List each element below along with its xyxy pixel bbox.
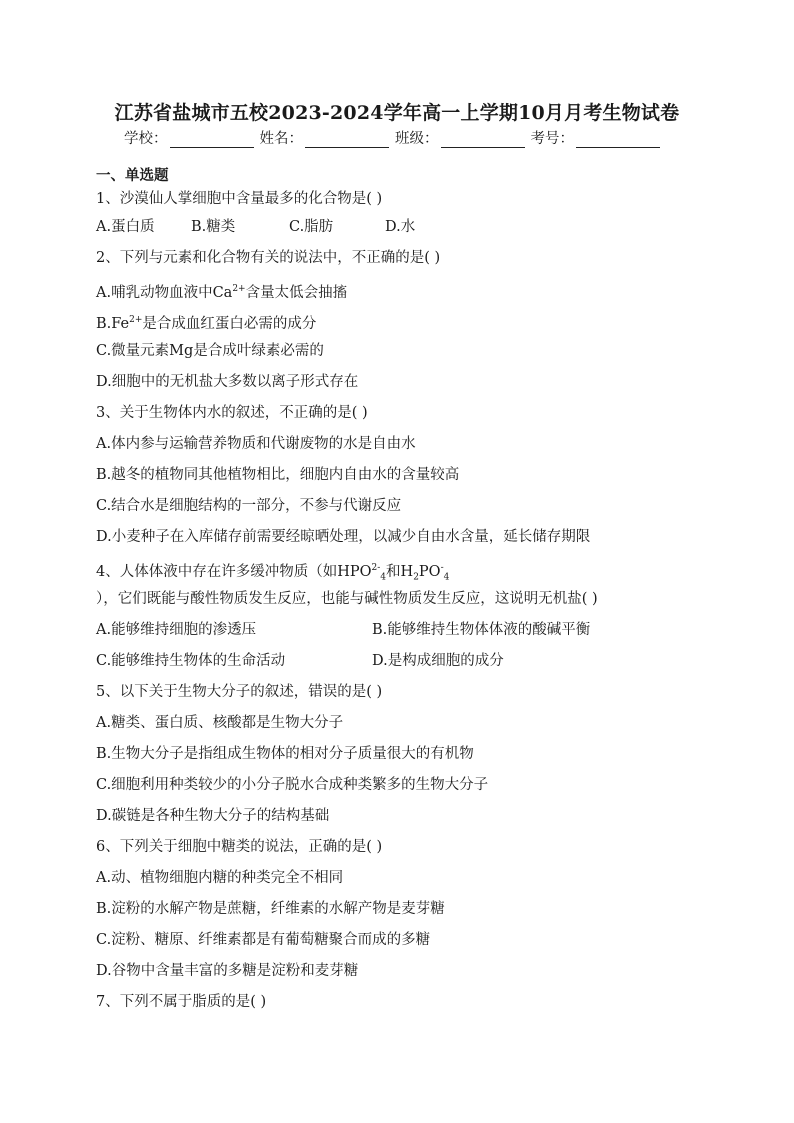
school-blank[interactable] <box>170 131 254 148</box>
subscript: 2 <box>413 572 419 583</box>
option-c: C.脂肪 <box>289 219 334 235</box>
question-5-option-a: A.糖类、蛋白质、核酸都是生物大分子 <box>96 715 344 731</box>
question-2-option-a <box>96 274 716 305</box>
option-text: A.哺乳动物血液中Ca <box>96 284 233 301</box>
question-3-option-d: D.小麦种子在入库储存前需要经晾晒处理，以减少自由水含量，延长储存期限 <box>96 529 591 545</box>
exam-number-label: 考号： <box>530 131 574 147</box>
superscript: 2+ <box>232 284 246 294</box>
page-title: 江苏省盐城市五校2023-2024学年高一上学期10月月考生物试卷 <box>114 102 680 124</box>
option-text: B.Fe <box>96 315 130 332</box>
question-7-stem: 7、下列不属于脂质的是( ) <box>96 994 267 1010</box>
question-5-option-d: D.碳链是各种生物大分子的结构基础 <box>96 808 330 824</box>
name-label: 姓名： <box>259 131 303 147</box>
question-6-option-a: A.动、植物细胞内糖的种类完全不相同 <box>96 870 344 886</box>
option-text: 含量太低会抽搐 <box>245 284 348 301</box>
question-1-options <box>96 212 716 243</box>
school-label: 学校： <box>124 131 168 147</box>
section-heading: 一、单选题 <box>96 167 169 184</box>
question-list <box>96 167 716 1018</box>
name-blank[interactable] <box>305 131 389 148</box>
question-2-option-d: D.细胞中的无机盐大多数以离子形式存在 <box>96 374 359 390</box>
question-1-stem: 1、沙漠仙人掌细胞中含量最多的化合物是( ) <box>96 191 383 207</box>
question-5-option-b: B.生物大分子是指组成生物体的相对分子质量很大的有机物 <box>96 746 474 762</box>
option-d: D.是构成细胞的成分 <box>372 653 504 669</box>
question-3-option-a: A.体内参与运输营养物质和代谢废物的水是自由水 <box>96 436 416 452</box>
stem-text: 和H <box>386 563 414 580</box>
question-5-option-c: C.细胞利用种类较少的小分子脱水合成种类繁多的生物大分子 <box>96 777 489 793</box>
question-3-stem: 3、关于生物体内水的叙述，不正确的是( ) <box>96 405 368 421</box>
student-info-line <box>124 127 666 148</box>
stem-text: PO <box>418 563 441 580</box>
class-blank[interactable] <box>441 131 525 148</box>
question-2-option-b <box>96 305 716 336</box>
question-6-option-c: C.淀粉、糖原、纤维素都是有葡萄糖聚合而成的多糖 <box>96 932 431 948</box>
superscript: - <box>440 563 444 573</box>
question-3-option-b: B.越冬的植物同其他植物相比，细胞内自由水的含量较高 <box>96 467 460 483</box>
question-4-options-cd <box>96 646 716 677</box>
subscript: 4 <box>443 572 450 583</box>
question-2-stem: 2、下列与元素和化合物有关的说法中，不正确的是( ) <box>96 250 441 266</box>
question-5-stem: 5、以下关于生物大分子的叙述，错误的是( ) <box>96 684 383 700</box>
option-a: A.能够维持细胞的渗透压 <box>96 622 257 638</box>
question-4-options-ab <box>96 615 716 646</box>
question-6-stem: 6、下列关于细胞中糖类的说法，正确的是( ) <box>96 839 383 855</box>
question-4-stem <box>96 553 716 584</box>
question-6-option-b: B.淀粉的水解产物是蔗糖，纤维素的水解产物是麦芽糖 <box>96 901 445 917</box>
superscript: 2- <box>371 563 381 573</box>
superscript: 2+ <box>129 315 143 325</box>
option-d: D.水 <box>385 219 416 235</box>
question-3-option-c: C.结合水是细胞结构的一部分，不参与代谢反应 <box>96 498 402 514</box>
question-4-stem-continued: ），它们既能与酸性物质发生反应，也能与碱性物质发生反应，这说明无机盐( ) <box>96 591 598 607</box>
option-text: 是合成血红蛋白必需的成分 <box>142 315 317 332</box>
option-a: A.蛋白质 <box>96 219 155 235</box>
class-label: 班级： <box>395 131 439 147</box>
option-b: B.糖类 <box>191 219 236 235</box>
option-b: B.能够维持生物体体液的酸碱平衡 <box>372 622 591 638</box>
stem-text: 4、人体体液中存在许多缓冲物质（如HPO <box>96 563 372 580</box>
exam-number-blank[interactable] <box>576 131 660 148</box>
question-6-option-d: D.谷物中含量丰富的多糖是淀粉和麦芽糖 <box>96 963 359 979</box>
option-c: C.能够维持生物体的生命活动 <box>96 653 286 669</box>
question-2-option-c: C.微量元素Mg是合成叶绿素必需的 <box>96 343 324 359</box>
subscript: 4 <box>380 572 387 583</box>
